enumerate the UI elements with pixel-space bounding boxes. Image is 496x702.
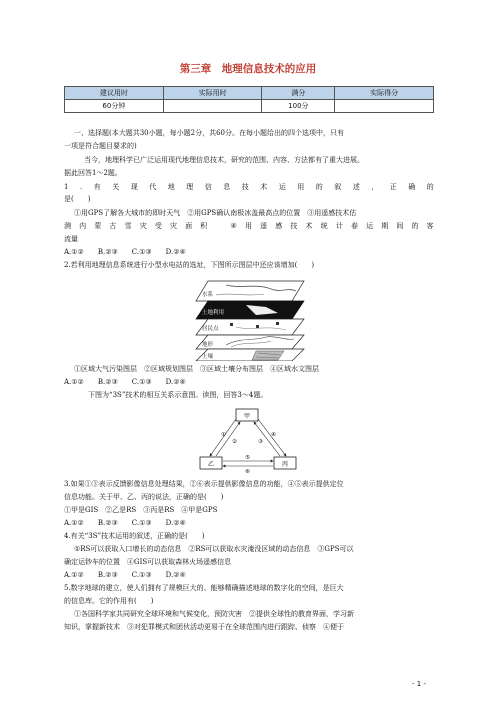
q1-option-char: 灾	[169, 222, 177, 230]
chapter-title: 第三章 地理信息技术的应用	[179, 63, 317, 75]
layer-label: 水系	[202, 292, 214, 298]
q1-option-char: 蒙	[94, 222, 102, 230]
q3-stem-line: 信息功能。关于甲、乙、丙的说法，正确的是( )	[64, 493, 224, 501]
q1-char: 关	[112, 183, 120, 191]
q2-answer-choices: A.①② B.②③ C.①③ D.②④	[64, 378, 186, 386]
box-yi-label: 乙	[207, 461, 215, 468]
q1-char: 术	[260, 183, 268, 191]
score-value-cell	[163, 100, 262, 113]
three-s-diagram	[196, 406, 302, 474]
q1-option-char: 内	[79, 222, 87, 230]
q3-stem-line: 3.如果①③表示反馈影像信息处理结果，②⑥表示提供影像信息的功能，④⑤表示提供定位	[64, 480, 344, 488]
question-stem-line: 据此回答1～2题。	[64, 169, 122, 177]
box-bing-label: 丙	[281, 461, 289, 468]
layer-label: 地形	[202, 342, 214, 348]
q1-option-char: 的	[411, 222, 419, 230]
arrow-label: ③	[258, 439, 263, 445]
q1-char: 技	[241, 183, 249, 191]
q1-char: 用	[297, 183, 305, 191]
arrow-label: ②	[232, 439, 237, 445]
q1-char: 地	[167, 183, 175, 191]
q1-option-char: 受	[154, 222, 162, 230]
q1-option-char: 古	[109, 222, 117, 230]
q1-option-char: 灾	[139, 222, 147, 230]
q1-option-char: 遥	[260, 222, 268, 230]
layer-label: 居民点	[202, 326, 219, 332]
q1-option-char: 测	[64, 222, 71, 230]
section-instruction-line: 一项是符合题目要求的)	[64, 142, 137, 150]
q4-stem: 4.有关“3S”技术运用的叙述，正确的是( )	[64, 532, 205, 540]
q1-char: 确	[408, 183, 416, 191]
section-instruction-line: 一、选择题(本大题共30小题，每小题2分，共60分。在每小题给出的四个选项中，只有	[74, 129, 344, 137]
q4-option-line: 确定运钞车的位置 ④GIS可以获取森林火场遥感信息	[64, 558, 232, 566]
q1-option-char: 春	[350, 222, 358, 230]
arrow-label: ⑥	[245, 469, 250, 474]
q1-char: 理	[186, 183, 194, 191]
score-header-cell: 实际得分	[335, 87, 434, 100]
q4-option-line: ①RS可以获取入口增长的动态信息 ②RS可以获取水灾淹没区域的动态信息 ③GPS可以	[74, 545, 354, 553]
layer-label: 土壤	[202, 354, 214, 360]
score-value-cell: 100分	[262, 100, 335, 113]
page-number: - 1 -	[412, 680, 426, 688]
q1-char: 的	[426, 183, 434, 191]
q1-option-char: 术	[305, 222, 313, 230]
q2-stem: 2.若利用地理信息系统进行小型水电站的选址，下图所示图层中还应该增加( )	[64, 261, 315, 269]
q1-char: 1	[64, 183, 69, 191]
q5-option-line: ①各国科学家共同研究全球环境和气候变化，预防灾害 ②提供全球性的教育界面，学习新	[74, 610, 354, 618]
q1-option-char	[215, 221, 222, 231]
q1-stem-line: 是( )	[64, 195, 91, 203]
q1-option-char: 积	[200, 222, 208, 230]
q1-option-char: 统	[320, 222, 328, 230]
q1-option-line: 流量	[64, 235, 78, 243]
q1-option-char: 面	[185, 222, 193, 230]
q1-answer-choices: A.①② B.②③ C.①③ D.②④	[64, 248, 186, 256]
score-header-cell: 建议用时	[65, 87, 164, 100]
arrow-label: ①	[221, 432, 226, 438]
q1-char: 有	[93, 183, 101, 191]
q1-char: 的	[315, 183, 323, 191]
q2-options: ①区域大气污染图层 ②区域规划图层 ③区域土壤分布图层 ④区域水文图层	[74, 365, 319, 373]
q1-char: 叙	[334, 183, 342, 191]
q3-options: ①甲是GIS ②乙是RS ③丙是RS ④甲是GPS	[64, 506, 218, 514]
q1-char: 代	[149, 183, 157, 191]
q4-answer-choices: A.①② B.②③ C.①③ D.②④	[64, 571, 186, 579]
q1-char: 现	[130, 183, 138, 191]
q1-option-char: 间	[396, 222, 404, 230]
score-value-cell	[335, 100, 434, 113]
score-header-cell: 实际用时	[163, 87, 262, 100]
layer-label: 土地利用	[202, 310, 225, 316]
score-table	[64, 86, 434, 113]
q1-option-char: 客	[426, 222, 434, 230]
q1-option-char: 用	[244, 222, 252, 230]
q1-char: .	[79, 183, 83, 191]
q5-stem-line: 的信息库。它的作用有( )	[64, 597, 154, 605]
arrow-label: ④	[271, 432, 276, 438]
q1-char: 正	[389, 183, 397, 191]
score-header-cell: 满分	[262, 87, 335, 100]
q1-char: 运	[278, 183, 286, 191]
water-layer	[196, 281, 304, 301]
q1-char: 息	[223, 183, 231, 191]
q1-option-char: 计	[335, 222, 343, 230]
score-value-cell: 60分钟	[65, 100, 164, 113]
q1-stem-line	[64, 182, 434, 192]
q1-option-char: 感	[275, 222, 283, 230]
q1-option-char: ④	[230, 222, 237, 230]
q1-option-line: ①用GPS了解各大城市的即时天气 ②用GPS确认南极冰盖最高点的位置 ③用遥感技术估	[74, 209, 357, 217]
q1-char: 述	[352, 183, 360, 191]
q1-option-line	[64, 221, 434, 231]
q1-char: 信	[204, 183, 212, 191]
q5-stem-line: 5.数字地球的建立，使人们拥有了规模巨大的、能够精确描述地球的数字化的空间，是巨大	[64, 584, 344, 592]
q1-char: ，	[371, 183, 379, 191]
q5-option-line: 知识，掌握新技术 ③对犯罪模式和团伙活动更易于在全球范围内进行跟踪、侦察 ④便于	[64, 623, 344, 631]
q3-answer-choices: A.①② B.②③ C.①③ D.②④	[64, 519, 186, 527]
diagram-intro: 下图为“3S”技术的相互关系示意图。读图，回答3～4题。	[88, 391, 268, 399]
box-jia-label: 甲	[243, 413, 251, 420]
question-stem-line: 当今，地理科学已广泛运用现代地理信息技术，研究的范围、内容、方法都有了重大进展。	[84, 156, 364, 164]
q1-option-char: 期	[381, 222, 389, 230]
gis-layers-figure	[186, 275, 316, 361]
q1-option-char: 技	[290, 222, 298, 230]
arrow-label: ⑤	[245, 455, 250, 461]
q1-option-char: 雪	[124, 222, 132, 230]
q1-option-char: 运	[366, 222, 374, 230]
